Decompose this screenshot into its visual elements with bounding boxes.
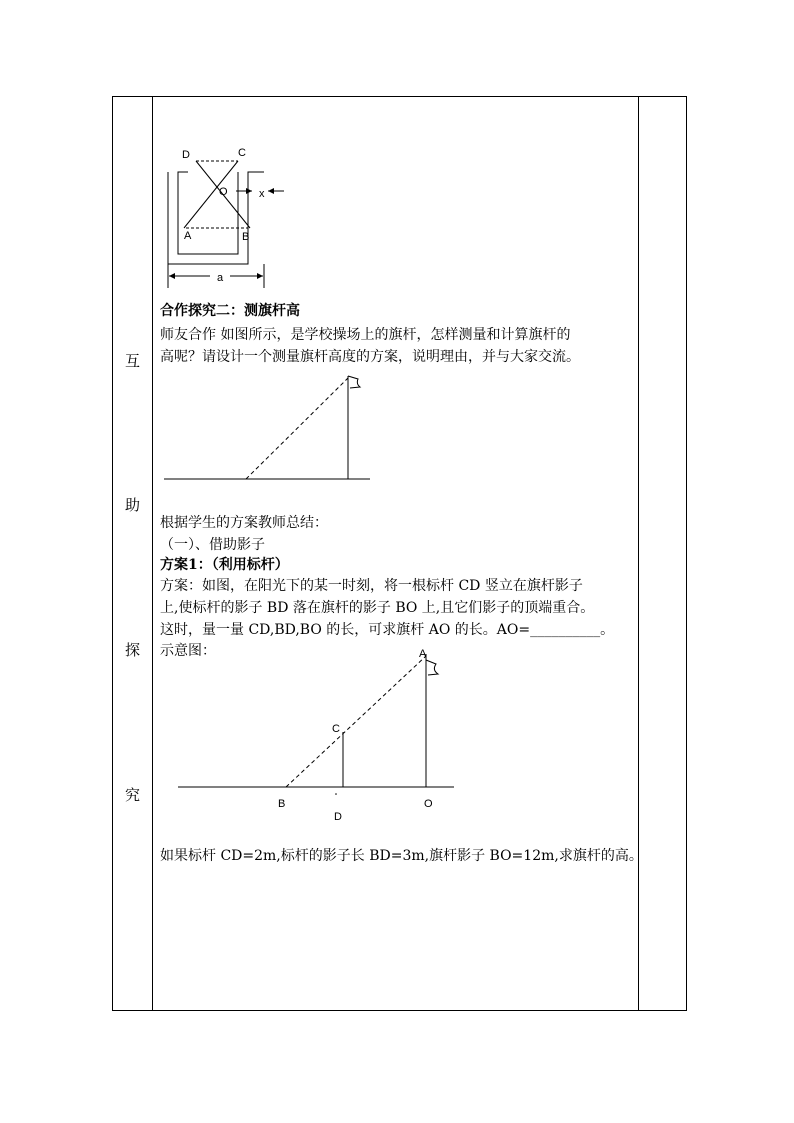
sun-ray-dashed bbox=[286, 656, 426, 787]
label-a: A bbox=[419, 648, 427, 660]
summary-intro: 根据学生的方案教师总结： bbox=[160, 515, 328, 531]
label-b-point: B bbox=[242, 231, 250, 243]
side-label-char-1: 互 bbox=[124, 352, 140, 370]
side-label-char-2: 助 bbox=[124, 496, 140, 514]
label-d: D bbox=[182, 149, 190, 161]
label-o: O bbox=[424, 798, 433, 810]
label-d: D bbox=[334, 811, 342, 823]
sun-ray-dashed bbox=[246, 378, 348, 479]
label-o: O bbox=[219, 186, 228, 198]
plan-line-2: 上,使标杆的影子 BD 落在旗杆的影子 BO 上,且它们影子的顶端重合。 bbox=[160, 600, 595, 616]
label-x: x bbox=[259, 188, 265, 200]
similar-triangles-figure bbox=[170, 640, 470, 830]
label-b: B bbox=[278, 798, 286, 810]
section-paragraph-line-2: 高呢？请设计一个测量旗杆高度的方案，说明理由，并与大家交流。 bbox=[160, 349, 580, 365]
practice-question: 如果标杆 CD=2m,标杆的影子长 BD=3m,旗杆影子 BO=12m,求旗杆的高。 bbox=[160, 848, 643, 864]
plan-title: 方案1：（利用标杆） bbox=[160, 557, 289, 573]
label-a-point: A bbox=[184, 230, 192, 242]
label-c: C bbox=[332, 723, 340, 735]
plan-line-3: 这时，量一量 CD,BD,BO 的长，可求旗杆 AO 的长。AO=__________。 bbox=[160, 622, 615, 638]
side-label-char-3: 探 bbox=[124, 641, 140, 659]
plan-line-1: 方案：如图，在阳光下的某一时刻，将一根标杆 CD 竖立在旗杆影子 bbox=[160, 578, 583, 594]
line-cross-2 bbox=[184, 161, 238, 228]
flag-icon bbox=[426, 660, 438, 675]
side-label-char-4: 究 bbox=[124, 786, 140, 804]
flagpole-figure bbox=[160, 370, 380, 485]
label-a-length: a bbox=[217, 272, 224, 284]
line-da bbox=[184, 161, 196, 228]
method-heading: （一）、借助影子 bbox=[160, 537, 265, 553]
crossed-lines-figure bbox=[160, 140, 300, 290]
section-title: 合作探究二：测旗杆高 bbox=[160, 303, 300, 319]
flag-icon bbox=[348, 376, 360, 388]
label-c: C bbox=[238, 147, 246, 159]
section-paragraph-line-1: 师友合作 如图所示，是学校操场上的旗杆，怎样测量和计算旗杆的 bbox=[160, 327, 571, 343]
diagram-label: 示意图： bbox=[160, 643, 216, 659]
